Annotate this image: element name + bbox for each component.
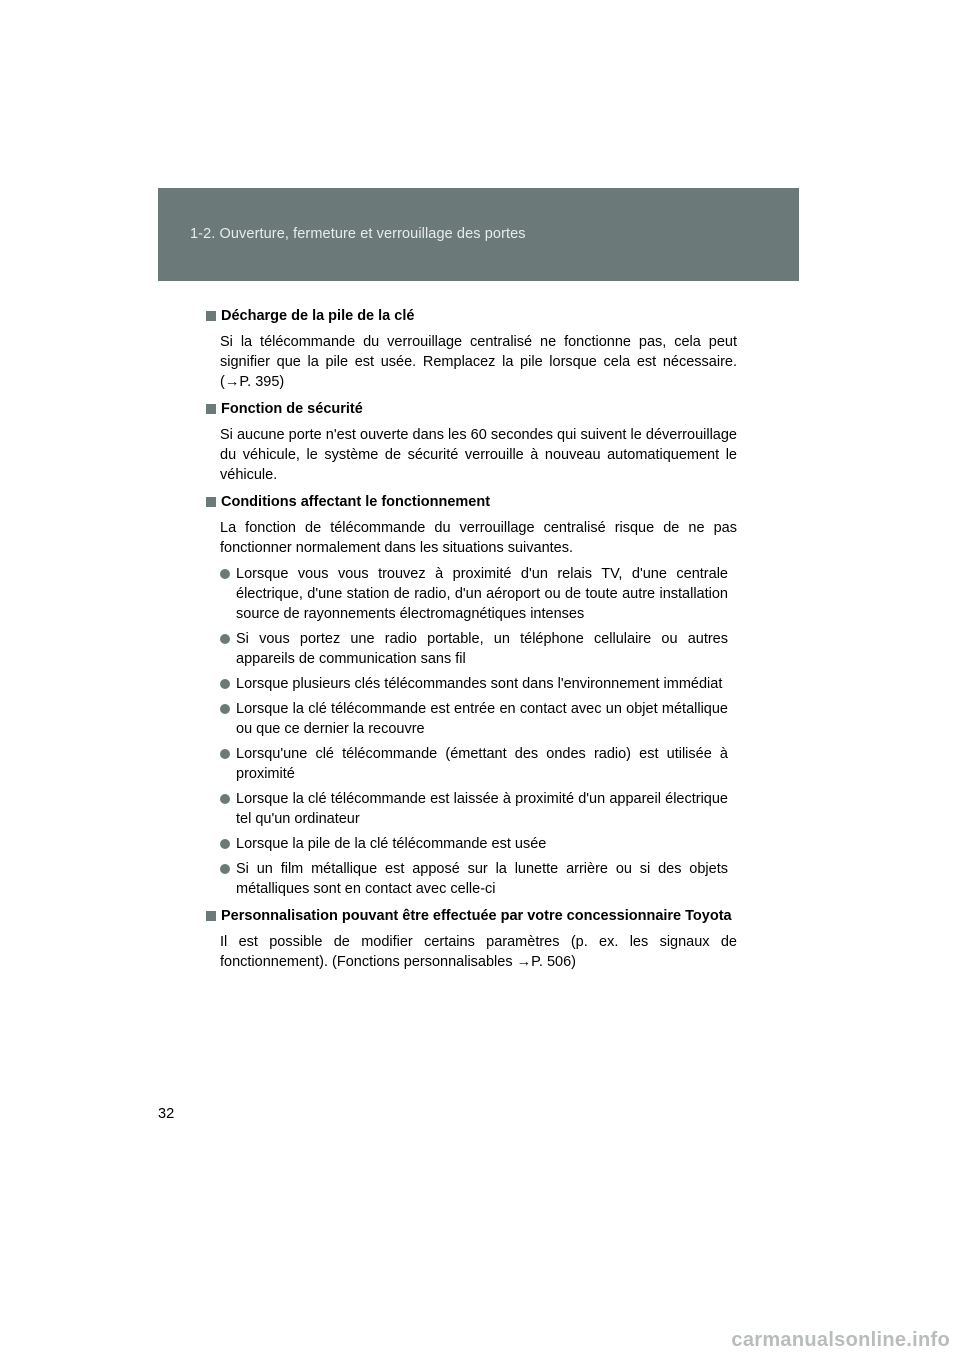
list-item [220,674,737,694]
section-body: Il est possible de modifier certains paramètres (p. ex. les signaux de fonctionnement). (Fonctions personnalisables →P. 506) [220,934,737,970]
list-item-text: Lorsqu'une clé télécommande (émettant des ondes radio) est utilisée à proximité [236,746,728,782]
section-battery [206,306,737,392]
section-security [206,399,737,485]
section-heading [206,906,737,926]
section-conditions [206,492,737,899]
list-item-text: Si un film métallique est apposé sur la lunette arrière ou si des objets métalliques sont en contact avec celle-ci [236,861,728,897]
list-item-text: Lorsque la pile de la clé télécommande est usée [236,836,547,852]
list-item-text: Lorsque vous vous trouvez à proximité d'un relais TV, d'une centrale électrique, d'une station de radio, d'un aéroport ou de toute autre installation source de rayonnements électromagnétiques intenses [236,566,728,622]
list-item-text: Lorsque la clé télécommande est laissée à proximité d'un appareil électrique tel qu'un ordinateur [236,791,728,827]
list-item-text: Si vous portez une radio portable, un téléphone cellulaire ou autres appareils de communication sans fil [236,631,728,667]
list-item-text: Lorsque la clé télécommande est entrée en contact avec un objet métallique ou que ce dernier la recouvre [236,701,728,737]
section-body: Si la télécommande du verrouillage centralisé ne fonctionne pas, cela peut signifier que la pile est usée. Remplacez la pile lorsque cela est nécessaire. (→P. 395) [220,334,737,390]
section-body: Si aucune porte n'est ouverte dans les 60 secondes qui suivent le déverrouillage du véhicule, le système de sécurité verrouille à nouveau automatiquement le véhicule. [220,427,737,483]
round-bullet-icon [220,749,230,759]
square-bullet-icon [206,911,216,921]
section-title: Personnalisation pouvant être effectuée par votre concessionnaire Toyota [221,908,732,924]
section-heading [206,492,737,512]
list-item [220,629,737,669]
section-title: Conditions affectant le fonctionnement [221,494,491,510]
section-body: La fonction de télécommande du verrouillage centralisé risque de ne pas fonctionner normalement dans les situations suivantes. [220,520,737,556]
round-bullet-icon [220,794,230,804]
section-heading [206,399,737,419]
chapter-header-bar [158,188,799,281]
watermark: carmanualsonline.info [731,1329,950,1351]
list-item [220,699,737,739]
section-title: Fonction de sécurité [221,401,363,417]
list-item [220,859,737,899]
round-bullet-icon [220,569,230,579]
list-item-text: Lorsque plusieurs clés télécommandes sont dans l'environnement immédiat [236,676,723,692]
list-item [220,789,737,829]
page-number: 32 [158,1106,175,1122]
section-heading [206,306,737,326]
round-bullet-icon [220,634,230,644]
square-bullet-icon [206,404,216,414]
list-item [220,564,737,624]
list-item [220,744,737,784]
square-bullet-icon [206,497,216,507]
page-content [206,306,737,979]
list-item [220,834,737,854]
square-bullet-icon [206,311,216,321]
conditions-list [220,564,737,899]
chapter-title: 1-2. Ouverture, fermeture et verrouillage des portes [190,226,526,242]
round-bullet-icon [220,679,230,689]
round-bullet-icon [220,864,230,874]
section-title: Décharge de la pile de la clé [221,308,415,324]
round-bullet-icon [220,839,230,849]
section-customization [206,906,737,972]
round-bullet-icon [220,704,230,714]
